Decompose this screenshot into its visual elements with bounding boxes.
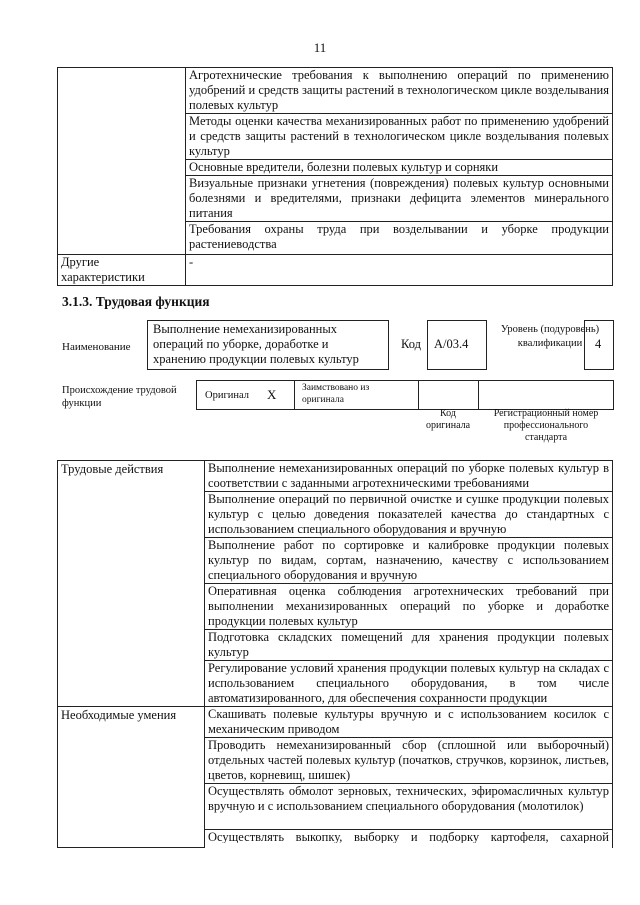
divider: [418, 381, 419, 409]
action-item: Подготовка складских помещений для хранения продукции полевых культур: [205, 630, 613, 661]
function-name: Выполнение немеханизированных операций по уборке, доработке и хранению продукции полевых культур: [153, 322, 359, 366]
skill-item-cell: [205, 830, 613, 848]
actions-label: Трудовые действия: [58, 461, 205, 707]
knowledge-label-cell: [58, 68, 186, 255]
code-caption: Код оригинала: [425, 408, 471, 431]
skill-item: Осуществлять обмолот зерновых, технических, эфиромасличных культур вручную и с использованием специального оборудования (молотилок): [205, 784, 613, 830]
original-mark: X: [267, 387, 277, 402]
action-item: Выполнение работ по сортировке и калибровке продукции полевых культур по видам, сортам, назначению, качеству с использованием специального оборудования и вручную: [205, 538, 613, 584]
reg-caption: Регистрационный номер профессионального стандарта: [493, 408, 599, 443]
skill-item: Проводить немеханизированный сбор (сплошной или выборочный) отдельных частей полевых культур (початков, стручков, корзинок, листьев, цветов, корневищ, шишек): [205, 738, 613, 784]
original-label: Оригинал: [205, 390, 249, 401]
knowledge-item: Требования охраны труда при возделывании и уборке продукции растениеводства: [186, 222, 613, 255]
origin-box: [196, 380, 614, 410]
other-characteristics-label: Другие характеристики: [58, 255, 186, 286]
skills-label: Необходимые умения: [58, 707, 205, 848]
code-box: [427, 320, 487, 370]
knowledge-table: [57, 67, 613, 286]
knowledge-item: Визуальные признаки угнетения (повреждения) полевых культур основными болезнями и вредителями, признаки дефицита элементов минерального питания: [186, 176, 613, 222]
origin-label: Происхождение трудовой функции: [62, 385, 177, 409]
borrowed-label: Заимствовано из оригинала: [302, 383, 370, 405]
knowledge-item: Агротехнические требования к выполнению операций по применению удобрений и средств защиты растений в технологическом цикле возделывания полевых культур: [186, 68, 613, 114]
code-value: А/03.4: [434, 337, 469, 351]
action-item: Регулирование условий хранения продукции полевых культур на складах с использованием специального оборудования, в том числе автоматизированного, для обеспечения сохранности продукции: [205, 661, 613, 707]
level-value: 4: [595, 337, 602, 351]
page-number: 11: [313, 40, 327, 55]
action-item: Оперативная оценка соблюдения агротехнических требований при выполнении механизированных операций по уборке и доработке продукции полевых культур: [205, 584, 613, 630]
code-label: Код: [401, 337, 421, 351]
action-item: Выполнение операций по первичной очистке и сушке продукции полевых культур с целью доведения показателей качества до стандартных с использованием специального оборудования и вручную: [205, 492, 613, 538]
knowledge-item: Основные вредители, болезни полевых культур и сорняки: [186, 160, 613, 176]
actions-table: [57, 460, 613, 848]
level-box: [584, 320, 614, 370]
section-heading: 3.1.3. Трудовая функция: [62, 294, 210, 309]
action-item: Выполнение немеханизированных операций по уборке полевых культур в соответствии с заданными агротехническими требованиями: [205, 461, 613, 492]
divider: [478, 381, 479, 409]
name-label: Наименование: [62, 341, 131, 353]
other-characteristics-value: -: [186, 255, 613, 286]
level-label: Уровень (подуровень) квалификации: [500, 324, 600, 349]
name-box: [147, 320, 389, 370]
knowledge-item: Методы оценки качества механизированных работ по применению удобрений и средств защиты растений в технологическом цикле возделывания полевых культур: [186, 114, 613, 160]
skill-item: Осуществлять выкопку, выборку и подборку картофеля, сахарной: [208, 830, 609, 843]
skill-item: Скашивать полевые культуры вручную и с использованием косилок с механическим приводом: [205, 707, 613, 738]
divider: [294, 381, 295, 409]
